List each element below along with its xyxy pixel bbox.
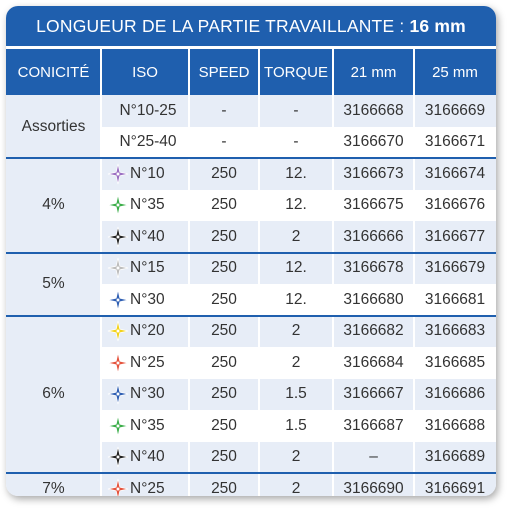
iso-cell [101, 284, 189, 316]
iso-cell [101, 442, 189, 474]
column-header-col25: 25 mm [414, 49, 496, 95]
ref-25mm-cell: 3166686 [414, 379, 496, 411]
iso-cell [101, 95, 189, 127]
torque-cell: - [259, 127, 333, 159]
iso-cell [101, 347, 189, 379]
speed-cell: 250 [189, 347, 259, 379]
group-divider [6, 315, 496, 317]
speed-cell: - [189, 127, 259, 159]
star-icon [107, 320, 129, 342]
iso-size: N°25 [130, 353, 165, 371]
torque-cell: 2 [259, 442, 333, 474]
title-prefix: LONGUEUR DE LA PARTIE TRAVAILLANTE : [36, 15, 405, 36]
ref-25mm-cell: 3166685 [414, 347, 496, 379]
iso-cell [101, 473, 189, 496]
iso-size: N°40 [130, 448, 165, 466]
speed-cell: 250 [189, 316, 259, 348]
column-header-conicite: CONICITÉ [6, 49, 101, 95]
iso-size: N°10-25 [119, 101, 177, 119]
star-icon [107, 415, 129, 437]
speed-cell: 250 [189, 221, 259, 253]
iso-cell [101, 221, 189, 253]
ref-21mm-cell: 3166680 [333, 284, 414, 316]
speed-cell: 250 [189, 253, 259, 285]
column-divider [332, 49, 334, 496]
product-table-card [6, 6, 496, 496]
group-divider [6, 157, 496, 159]
ref-21mm-cell: 3166678 [333, 253, 414, 285]
ref-21mm-cell: 3166666 [333, 221, 414, 253]
iso-size: N°20 [130, 322, 165, 340]
group-divider [6, 472, 496, 474]
speed-cell: 250 [189, 284, 259, 316]
column-divider [188, 49, 190, 496]
iso-size: N°10 [130, 164, 165, 182]
iso-cell [101, 379, 189, 411]
torque-cell: - [259, 95, 333, 127]
column-header-col21: 21 mm [333, 49, 414, 95]
ref-21mm-cell: 3166684 [333, 347, 414, 379]
ref-21mm-cell: 3166668 [333, 95, 414, 127]
iso-size: N°40 [130, 227, 165, 245]
star-icon [107, 289, 129, 311]
ref-25mm-cell: 3166674 [414, 158, 496, 190]
column-header-iso: ISO [101, 49, 189, 95]
column-divider [413, 49, 415, 496]
iso-size: N°35 [130, 196, 165, 214]
ref-21mm-cell: 3166690 [333, 473, 414, 496]
ref-21mm-cell: 3166682 [333, 316, 414, 348]
torque-cell: 12. [259, 253, 333, 285]
ref-21mm-cell: 3166667 [333, 379, 414, 411]
star-icon [107, 478, 129, 496]
iso-size: N°30 [130, 385, 165, 403]
column-divider [258, 49, 260, 496]
iso-cell [101, 127, 189, 159]
star-icon [107, 446, 129, 468]
speed-cell: - [189, 95, 259, 127]
ref-21mm-cell: – [333, 442, 414, 474]
data-grid [6, 49, 496, 496]
torque-cell: 1.5 [259, 410, 333, 442]
speed-cell: 250 [189, 190, 259, 222]
column-header-torque: TORQUE [259, 49, 333, 95]
group-label: 4% [6, 158, 101, 253]
column-header-speed: SPEED [189, 49, 259, 95]
torque-cell: 2 [259, 221, 333, 253]
star-icon [107, 383, 129, 405]
ref-21mm-cell: 3166673 [333, 158, 414, 190]
star-icon [107, 194, 129, 216]
ref-25mm-cell: 3166691 [414, 473, 496, 496]
speed-cell: 250 [189, 442, 259, 474]
torque-cell: 1.5 [259, 379, 333, 411]
ref-25mm-cell: 3166688 [414, 410, 496, 442]
group-divider [6, 252, 496, 254]
ref-25mm-cell: 3166679 [414, 253, 496, 285]
ref-25mm-cell: 3166677 [414, 221, 496, 253]
ref-25mm-cell: 3166669 [414, 95, 496, 127]
iso-cell [101, 410, 189, 442]
ref-25mm-cell: 3166671 [414, 127, 496, 159]
ref-21mm-cell: 3166687 [333, 410, 414, 442]
iso-size: N°35 [130, 416, 165, 434]
ref-25mm-cell: 3166681 [414, 284, 496, 316]
star-icon [107, 226, 129, 248]
iso-size: N°25-40 [119, 133, 177, 151]
column-divider [100, 49, 102, 496]
group-label: 5% [6, 253, 101, 316]
iso-size: N°25 [130, 479, 165, 496]
iso-size: N°30 [130, 290, 165, 308]
ref-21mm-cell: 3166675 [333, 190, 414, 222]
group-label: 6% [6, 316, 101, 474]
ref-25mm-cell: 3166683 [414, 316, 496, 348]
ref-21mm-cell: 3166670 [333, 127, 414, 159]
speed-cell: 250 [189, 410, 259, 442]
star-icon [107, 352, 129, 374]
title-value: 16 mm [409, 15, 466, 36]
speed-cell: 250 [189, 379, 259, 411]
torque-cell: 12. [259, 190, 333, 222]
group-label: Assorties [6, 95, 101, 158]
speed-cell: 250 [189, 158, 259, 190]
iso-cell [101, 158, 189, 190]
group-label: 7% [6, 473, 101, 496]
torque-cell: 2 [259, 316, 333, 348]
iso-size: N°15 [130, 259, 165, 277]
torque-cell: 2 [259, 347, 333, 379]
ref-25mm-cell: 3166689 [414, 442, 496, 474]
table-title [6, 6, 496, 46]
iso-cell [101, 316, 189, 348]
iso-cell [101, 190, 189, 222]
star-icon [107, 257, 129, 279]
torque-cell: 2 [259, 473, 333, 496]
speed-cell: 250 [189, 473, 259, 496]
torque-cell: 12. [259, 158, 333, 190]
iso-cell [101, 253, 189, 285]
torque-cell: 12. [259, 284, 333, 316]
ref-25mm-cell: 3166676 [414, 190, 496, 222]
star-icon [107, 163, 129, 185]
